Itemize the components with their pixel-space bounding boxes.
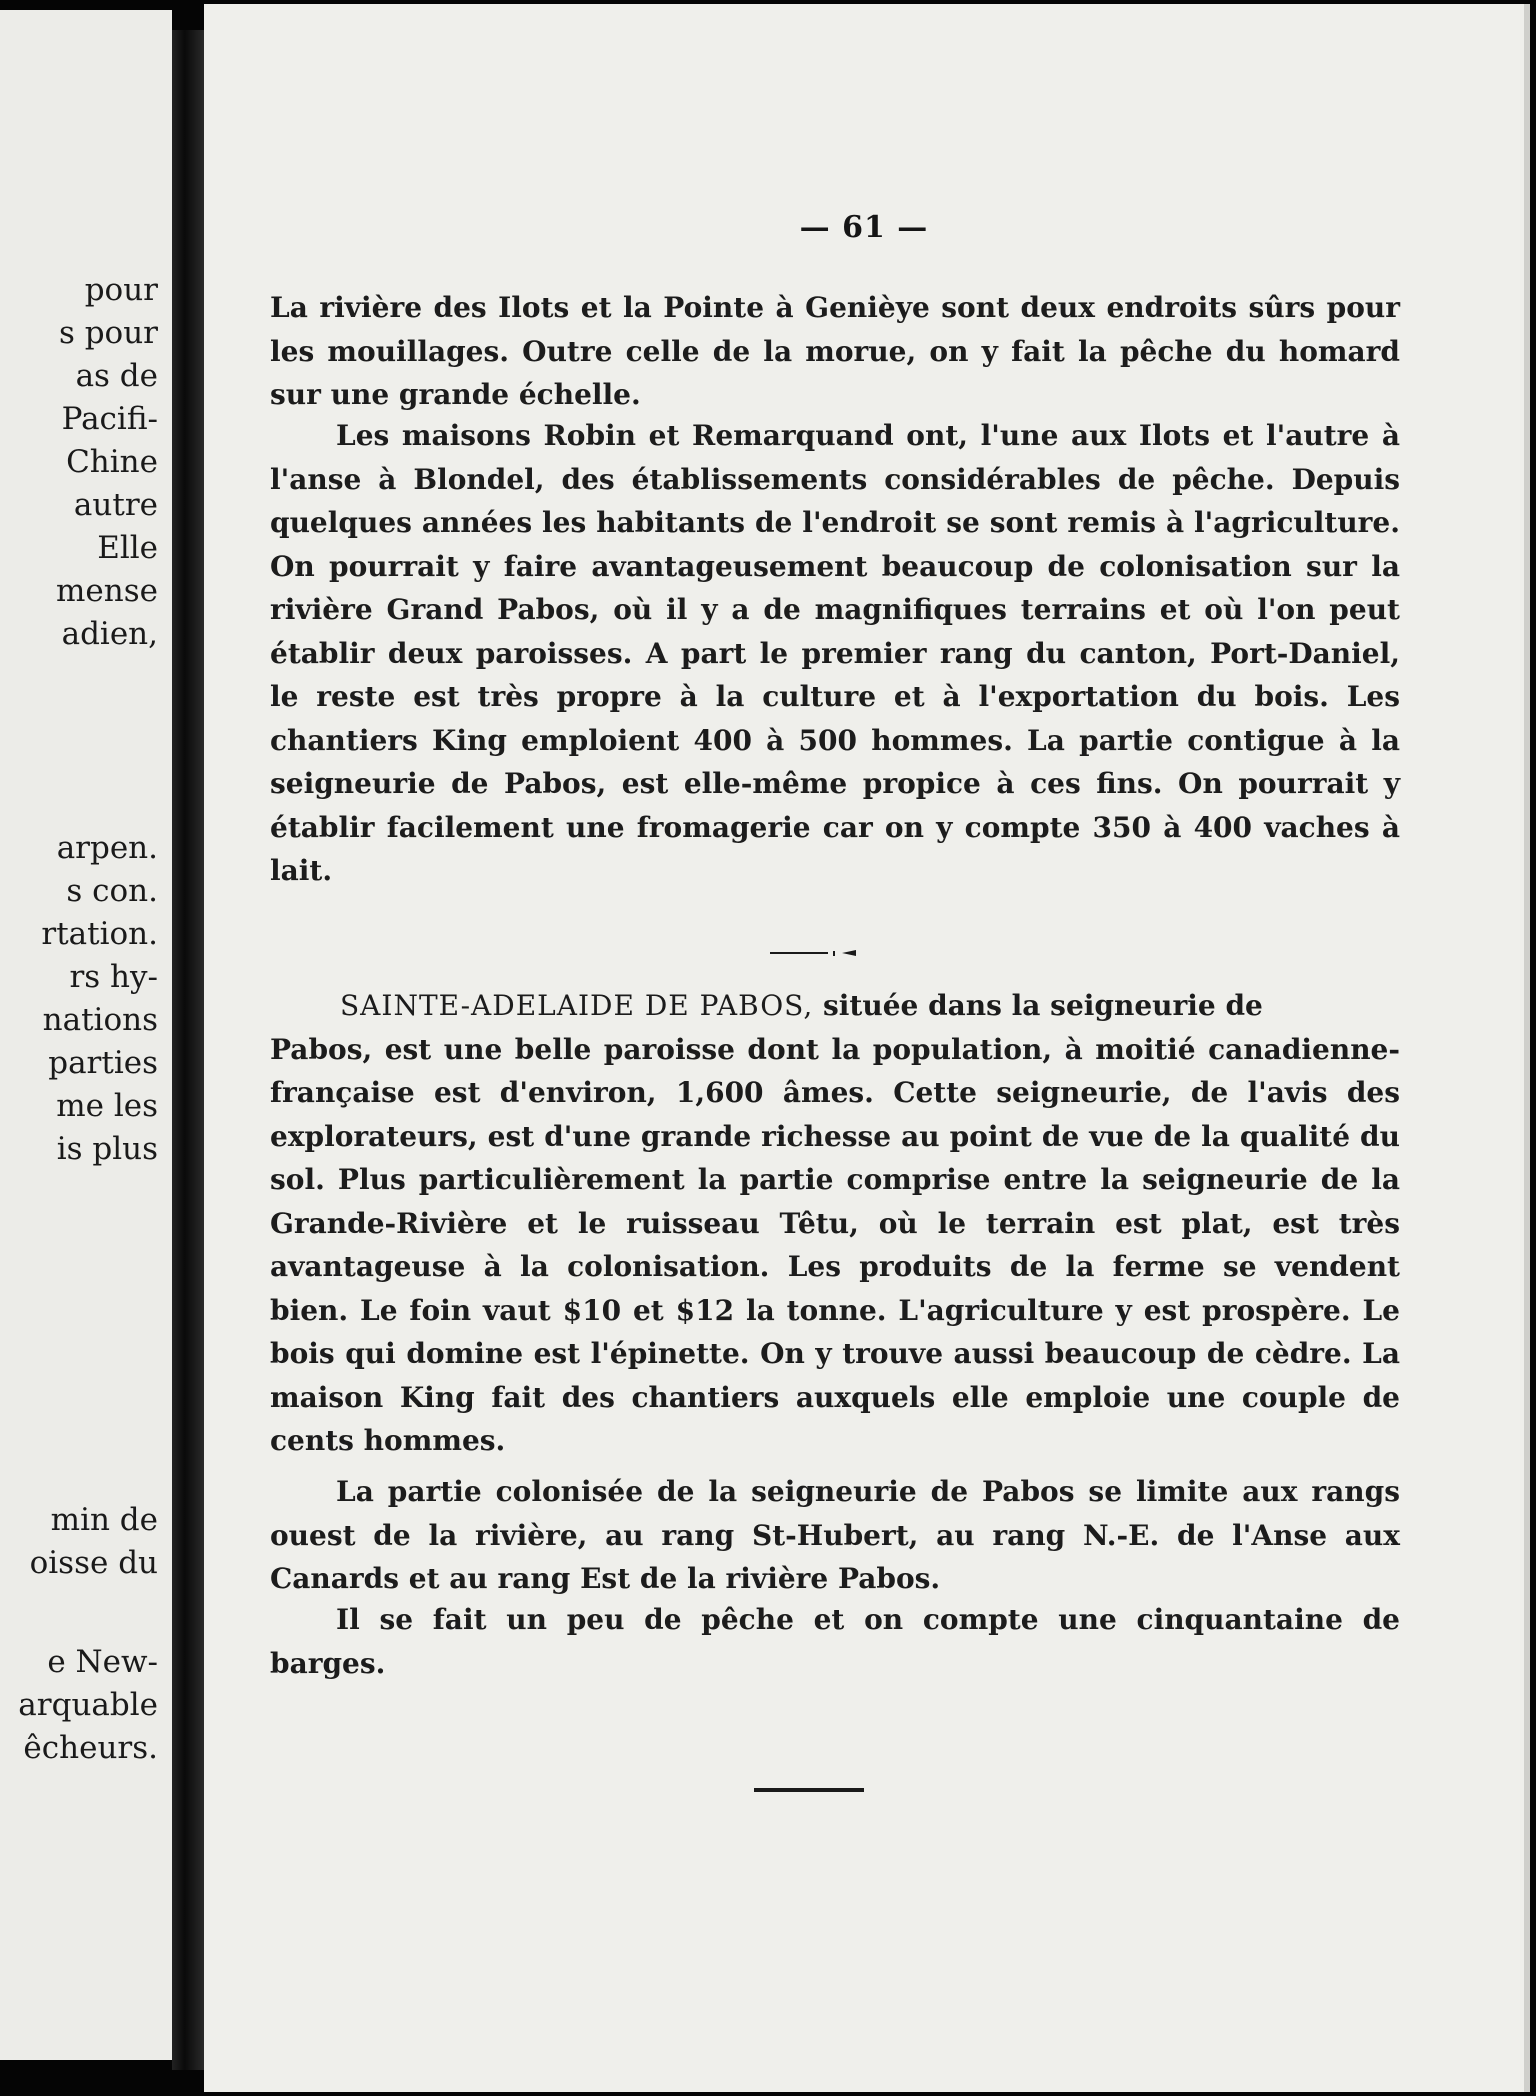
left-line: is plus xyxy=(56,1131,158,1167)
paragraph-text: Les maisons Robin et Remarquand ont, l'une aux Ilots et l'autre à l'anse à Blondel, des établissements considérables de pêche. Depuis quelques années les habitants de l'endroit se sont remis à l'agriculture. On pourrait y faire avantageusement beaucoup de colonisation sur la rivière Grand Pabos, où il y a de magnifiques terrains et où l'on peut établir deux paroisses. A part le premier rang du canton, Port-Daniel, le reste est très propre à la culture et à l'exportation du bois. Les chantiers King emploient 400 à 500 hommes. La partie contigue à la seigneurie de Pabos, est elle-même propice à ces fins. On pourrait y établir facilement une fromagerie car on y compte 350 à 400 vaches à lait. xyxy=(270,419,1400,887)
left-line: Pacifi- xyxy=(61,401,158,437)
left-line: arquable xyxy=(18,1687,158,1723)
section-heading-tail: située dans la seigneurie de xyxy=(813,989,1263,1022)
left-line: as de xyxy=(75,358,158,394)
paragraph-maisons-robin xyxy=(270,414,1400,893)
end-of-text-rule xyxy=(754,1788,864,1792)
page-number: — 61 — xyxy=(799,210,929,245)
left-line: pour xyxy=(84,272,158,308)
left-line: s pour xyxy=(58,315,158,351)
left-line: autre xyxy=(73,487,158,523)
paragraph-partie-colonisee xyxy=(270,1470,1400,1601)
paragraph-ilots xyxy=(270,286,1400,417)
left-line: me les xyxy=(56,1088,158,1124)
section-divider-ornament xyxy=(766,948,866,958)
left-line: min de xyxy=(50,1502,158,1538)
left-line: arpen. xyxy=(56,830,158,866)
paragraph-peche xyxy=(270,1598,1400,1685)
paragraph-text: La rivière des Ilots et la Pointe à Genièye sont deux endroits sûrs pour les mouillages. Outre celle de la morue, on y fait la pêche du homard sur une grande échelle. xyxy=(270,291,1400,411)
paragraph-text: Il se fait un peu de pêche et on compte une cinquantaine de barges. xyxy=(270,1603,1400,1680)
left-line: Chine xyxy=(66,444,158,480)
left-line: êcheurs. xyxy=(23,1730,158,1766)
section-opening xyxy=(270,984,1400,1028)
left-page-text-fragments xyxy=(0,10,172,2060)
left-facing-page xyxy=(0,10,172,2060)
left-line: s con. xyxy=(66,873,158,909)
left-line: e New- xyxy=(47,1644,158,1680)
section-sainte-adelaide xyxy=(270,984,1400,1463)
main-page xyxy=(204,4,1530,2092)
paragraph-text: Pabos, est une belle paroisse dont la population, à moitié canadienne-française est d'environ, 1,600 âmes. Cette seigneurie, de l'avis des explorateurs, est d'une grande richesse au point de vue de la qualité du sol. Plus particulièrement la partie comprise entre la seigneurie de la Grande-Rivière et le ruisseau Têtu, où le terrain est plat, est très avantageuse à la colonisation. Les produits de la ferme se vendent bien. Le foin vaut $10 et $12 la tonne. L'agriculture y est prospère. Le bois qui domine est l'épinette. On y trouve aussi beaucoup de cèdre. La maison King fait des chantiers auxquels elle emploie une couple de cents hommes. xyxy=(270,1032,1400,1457)
left-line: adien, xyxy=(61,616,158,652)
left-line: oisse du xyxy=(29,1545,158,1581)
left-line: Elle xyxy=(97,530,158,566)
book-gutter xyxy=(172,30,204,2070)
left-line: nations xyxy=(42,1002,158,1038)
left-line: mense xyxy=(56,573,158,609)
paragraph-text: La partie colonisée de la seigneurie de Pabos se limite aux rangs ouest de la rivière, au rang St-Hubert, au rang N.-E. de l'Anse aux Canards et au rang Est de la rivière Pabos. xyxy=(270,1475,1400,1595)
left-line: parties xyxy=(48,1045,158,1081)
section-heading: SAINTE-ADELAIDE DE PABOS, xyxy=(340,989,814,1022)
left-line: rs hy- xyxy=(69,959,158,995)
left-line: rtation. xyxy=(41,916,158,952)
